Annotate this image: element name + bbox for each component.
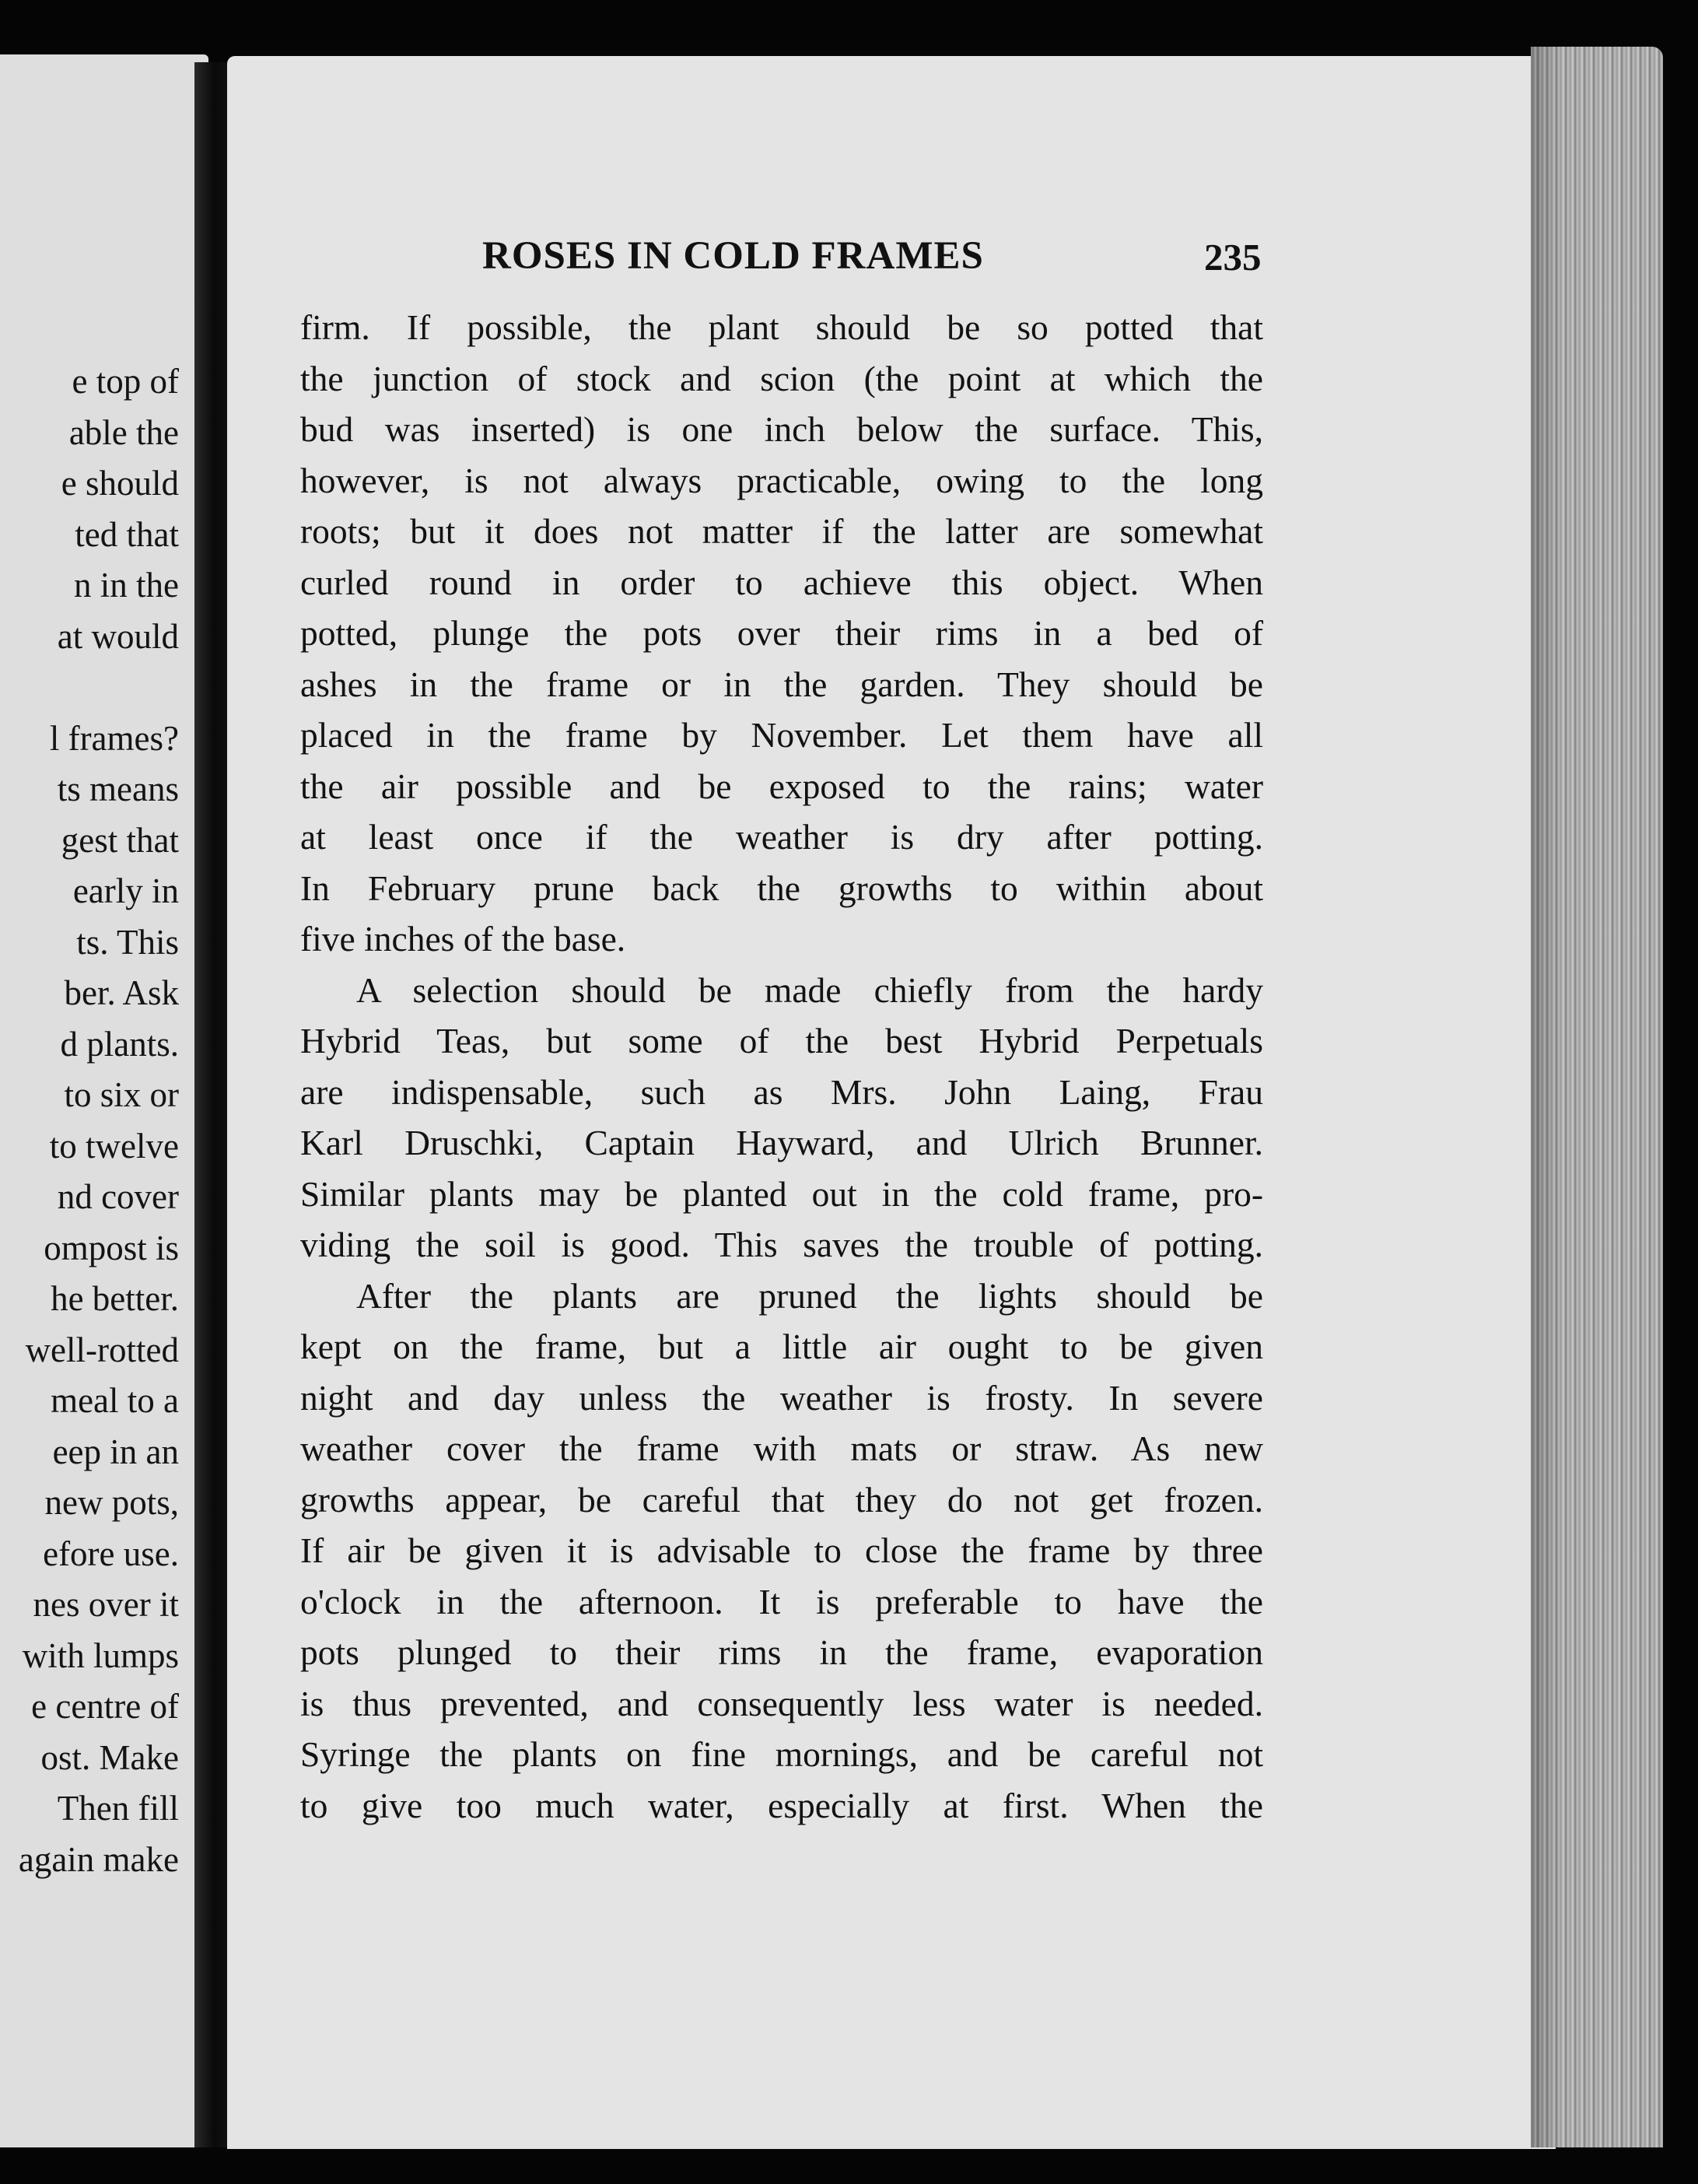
left-facing-page [0, 54, 208, 2147]
left-line: he better. [51, 1279, 179, 1318]
body-text [300, 302, 1263, 1831]
left-line: to six or [64, 1075, 179, 1114]
text-line: Karl Druschki, Captain Hayward, and Ulrich Brunner. [300, 1123, 1263, 1162]
text-line: A selection should be made chiefly from the hardy [356, 969, 1263, 1010]
left-line: nes over it [33, 1585, 179, 1624]
text-line: weather cover the frame with mats or straw. As new [300, 1429, 1263, 1468]
text-line: roots; but it does not matter if the latter are somewhat [300, 511, 1263, 551]
left-line: n in the [74, 566, 179, 605]
left-line: nd cover [57, 1177, 179, 1216]
left-line: ost. Make [40, 1737, 179, 1777]
text-line: night and day unless the weather is frosty. In severe [300, 1377, 1263, 1418]
text-line: the junction of stock and scion (the point at which the [300, 358, 1263, 398]
left-line: Then fill [57, 1789, 179, 1828]
text-line: In February prune back the growths to within about [300, 868, 1263, 908]
text-line: at least once if the weather is dry after potting. [300, 817, 1263, 857]
left-line: ts. This [76, 922, 179, 962]
left-line: with lumps [22, 1635, 179, 1675]
left-line: efore use. [43, 1534, 179, 1573]
left-line: to twelve [49, 1126, 179, 1166]
left-line: again make [18, 1839, 179, 1879]
left-line: gest that [61, 820, 179, 860]
left-line: ts means [57, 769, 179, 808]
text-line: pots plunged to their rims in the frame, evaporation [300, 1632, 1263, 1672]
text-line: After the plants are pruned the lights should be [356, 1275, 1263, 1316]
text-line: Syringe the plants on fine mornings, and be careful not [300, 1734, 1263, 1774]
left-line: at would [57, 616, 179, 656]
left-line: e top of [72, 362, 179, 401]
left-line: ted that [75, 514, 179, 554]
page-number: 235 [1204, 236, 1262, 279]
text-line: firm. If possible, the plant should be so potted that [300, 307, 1263, 347]
text-line: however, is not always practicable, owing to the long [300, 460, 1263, 500]
left-line: e should [61, 464, 179, 503]
running-head: ROSES IN COLD FRAMES [482, 234, 984, 278]
text-line: ashes in the frame or in the garden. They should be [300, 664, 1263, 704]
left-line: e centre of [31, 1687, 179, 1726]
left-line: able the [68, 412, 179, 452]
text-line: to give too much water, especially at first. When the [300, 1785, 1263, 1825]
text-line: are indispensable, such as Mrs. John Laing, Frau [300, 1071, 1263, 1112]
text-line: If air be given it is advisable to close the frame by three [300, 1530, 1263, 1570]
left-line: d plants. [60, 1024, 179, 1064]
text-line: placed in the frame by November. Let them have all [300, 715, 1263, 755]
left-line: l frames? [49, 718, 179, 758]
text-line: is thus prevented, and consequently less water is needed. [300, 1683, 1263, 1723]
text-line: Similar plants may be planted out in the cold frame, pro- [300, 1173, 1263, 1214]
left-line: early in [72, 871, 179, 910]
left-line: eep in an [52, 1432, 179, 1471]
left-line: well-rotted [25, 1330, 179, 1369]
text-line: viding the soil is good. This saves the trouble of potting. [300, 1225, 1263, 1264]
text-line: curled round in order to achieve this object. When [300, 562, 1263, 602]
text-line: kept on the frame, but a little air ought to be given [300, 1327, 1263, 1366]
text-line: o'clock in the afternoon. It is preferable to have the [300, 1581, 1263, 1621]
left-line: ompost is [44, 1228, 179, 1267]
left-page-text [0, 356, 179, 1885]
text-line: the air possible and be exposed to the rains; water [300, 766, 1263, 806]
text-line: Hybrid Teas, but some of the best Hybrid Perpetuals [300, 1021, 1263, 1060]
text-line: growths appear, be careful that they do not get frozen. [300, 1479, 1263, 1520]
left-line [0, 662, 179, 713]
text-line: potted, plunge the pots over their rims in a bed of [300, 613, 1263, 653]
page-edge-shadow [1531, 47, 1562, 2147]
text-line: five inches of the base. [300, 919, 626, 959]
left-line: ber. Ask [64, 973, 179, 1012]
left-line: meal to a [51, 1381, 179, 1420]
left-line: new pots, [44, 1483, 179, 1522]
text-line: bud was inserted) is one inch below the surface. This, [300, 409, 1263, 449]
